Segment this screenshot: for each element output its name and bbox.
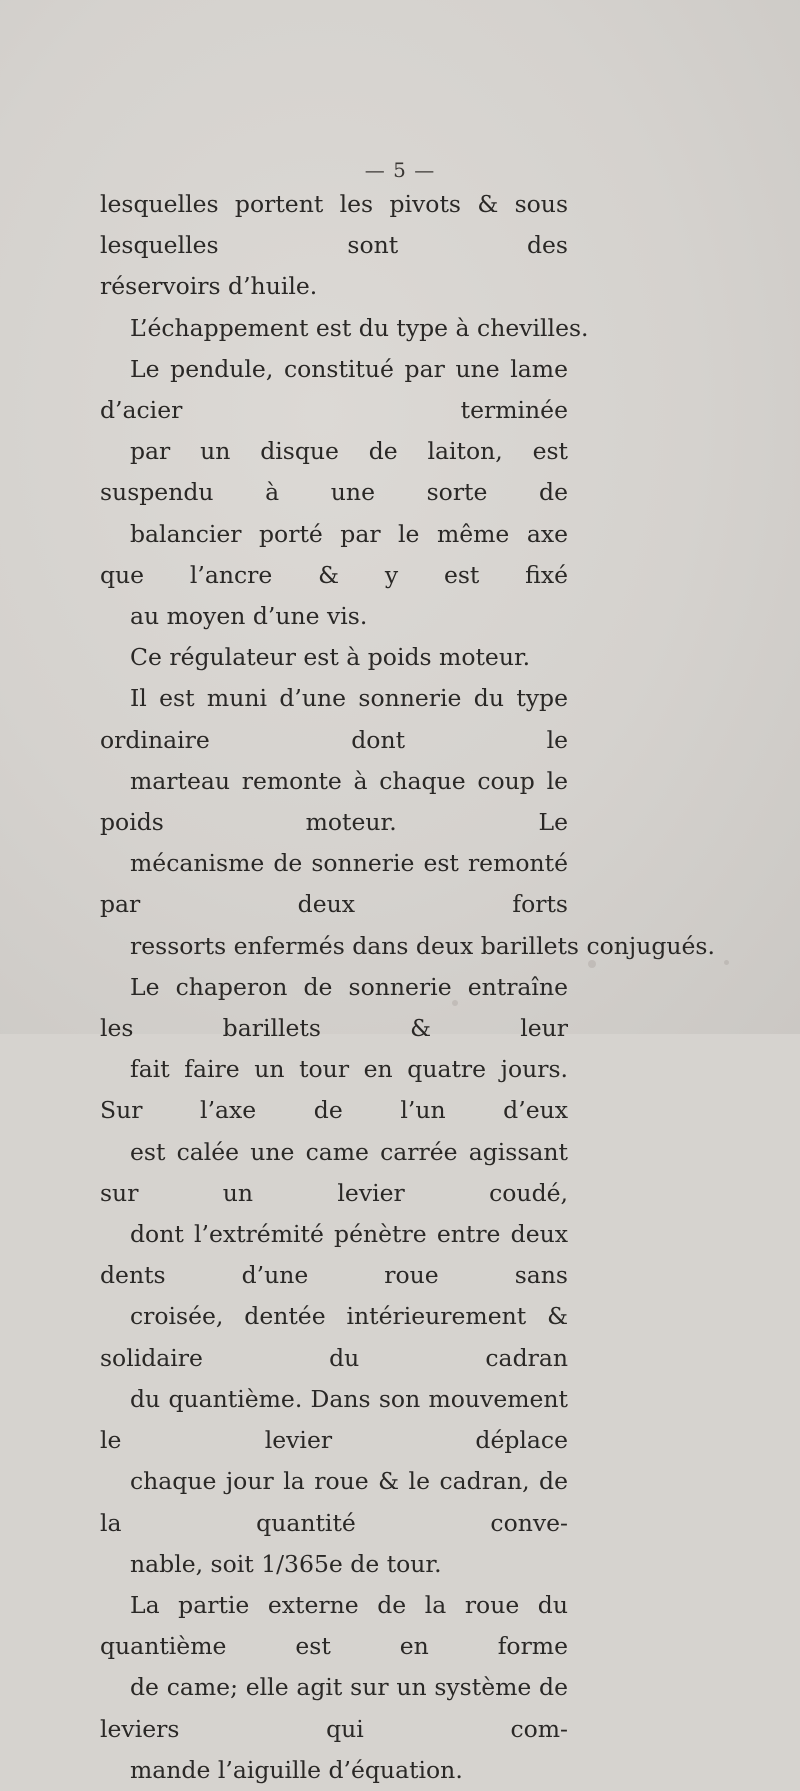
text-line: ressorts enfermés dans deux barillets conjugués.	[130, 931, 715, 960]
text-line: mécanisme de sonnerie est remonté par deux forts	[100, 849, 568, 919]
text-line: réservoirs d’huile.	[100, 272, 318, 301]
paragraph	[100, 184, 568, 308]
text-line: dont l’extrémité pénètre entre deux dents d’une roue sans	[100, 1220, 568, 1290]
text-line: Le pendule, constitué par une lame d’acier terminée	[100, 354, 568, 425]
paragraph	[100, 1585, 568, 1791]
text-line: marteau remonte à chaque coup le poids moteur. Le	[100, 766, 568, 837]
text-line: Le chaperon de sonnerie entraîne les barillets & leur	[100, 972, 568, 1043]
text-line: L’échappement est du type à chevilles.	[130, 313, 589, 342]
text-line: lesquelles portent les pivots & sous lesquelles sont des	[100, 190, 568, 260]
text-line: chaque jour la roue & le cadran, de la quantité conve-	[100, 1467, 568, 1537]
text-line: mande l’aiguille d’équation.	[130, 1755, 463, 1784]
paragraph	[100, 967, 568, 1585]
text-line: balancier porté par le même axe que l’ancre & y est fixé	[100, 519, 568, 589]
text-line: fait faire un tour en quatre jours. Sur l’axe de l’un d’eux	[100, 1055, 568, 1125]
paragraph	[100, 308, 589, 349]
text-line: de came; elle agit sur un système de leviers qui com-	[100, 1673, 568, 1743]
paragraph	[100, 637, 568, 678]
text-line: du quantième. Dans son mouvement le levier déplace	[100, 1384, 568, 1455]
text-line: Ce régulateur est à poids moteur.	[130, 643, 531, 672]
text-line: La partie externe de la roue du quantième est en forme	[100, 1590, 568, 1661]
text-line: nable, soit 1/365e de tour.	[130, 1549, 442, 1578]
paper-stain	[724, 960, 729, 965]
text-line: croisée, dentée intérieurement & solidaire du cadran	[100, 1302, 568, 1372]
text-line: au moyen d’une vis.	[130, 602, 368, 631]
paragraph	[100, 349, 568, 637]
text-line: Il est muni d’une sonnerie du type ordinaire dont le	[100, 684, 568, 754]
paragraph	[100, 678, 715, 966]
page-number: — 5 —	[364, 158, 436, 182]
text-line: par un disque de laiton, est suspendu à une sorte de	[100, 437, 568, 507]
body-text	[100, 184, 715, 1791]
text-line: est calée une came carrée agissant sur un levier coudé,	[100, 1137, 568, 1207]
